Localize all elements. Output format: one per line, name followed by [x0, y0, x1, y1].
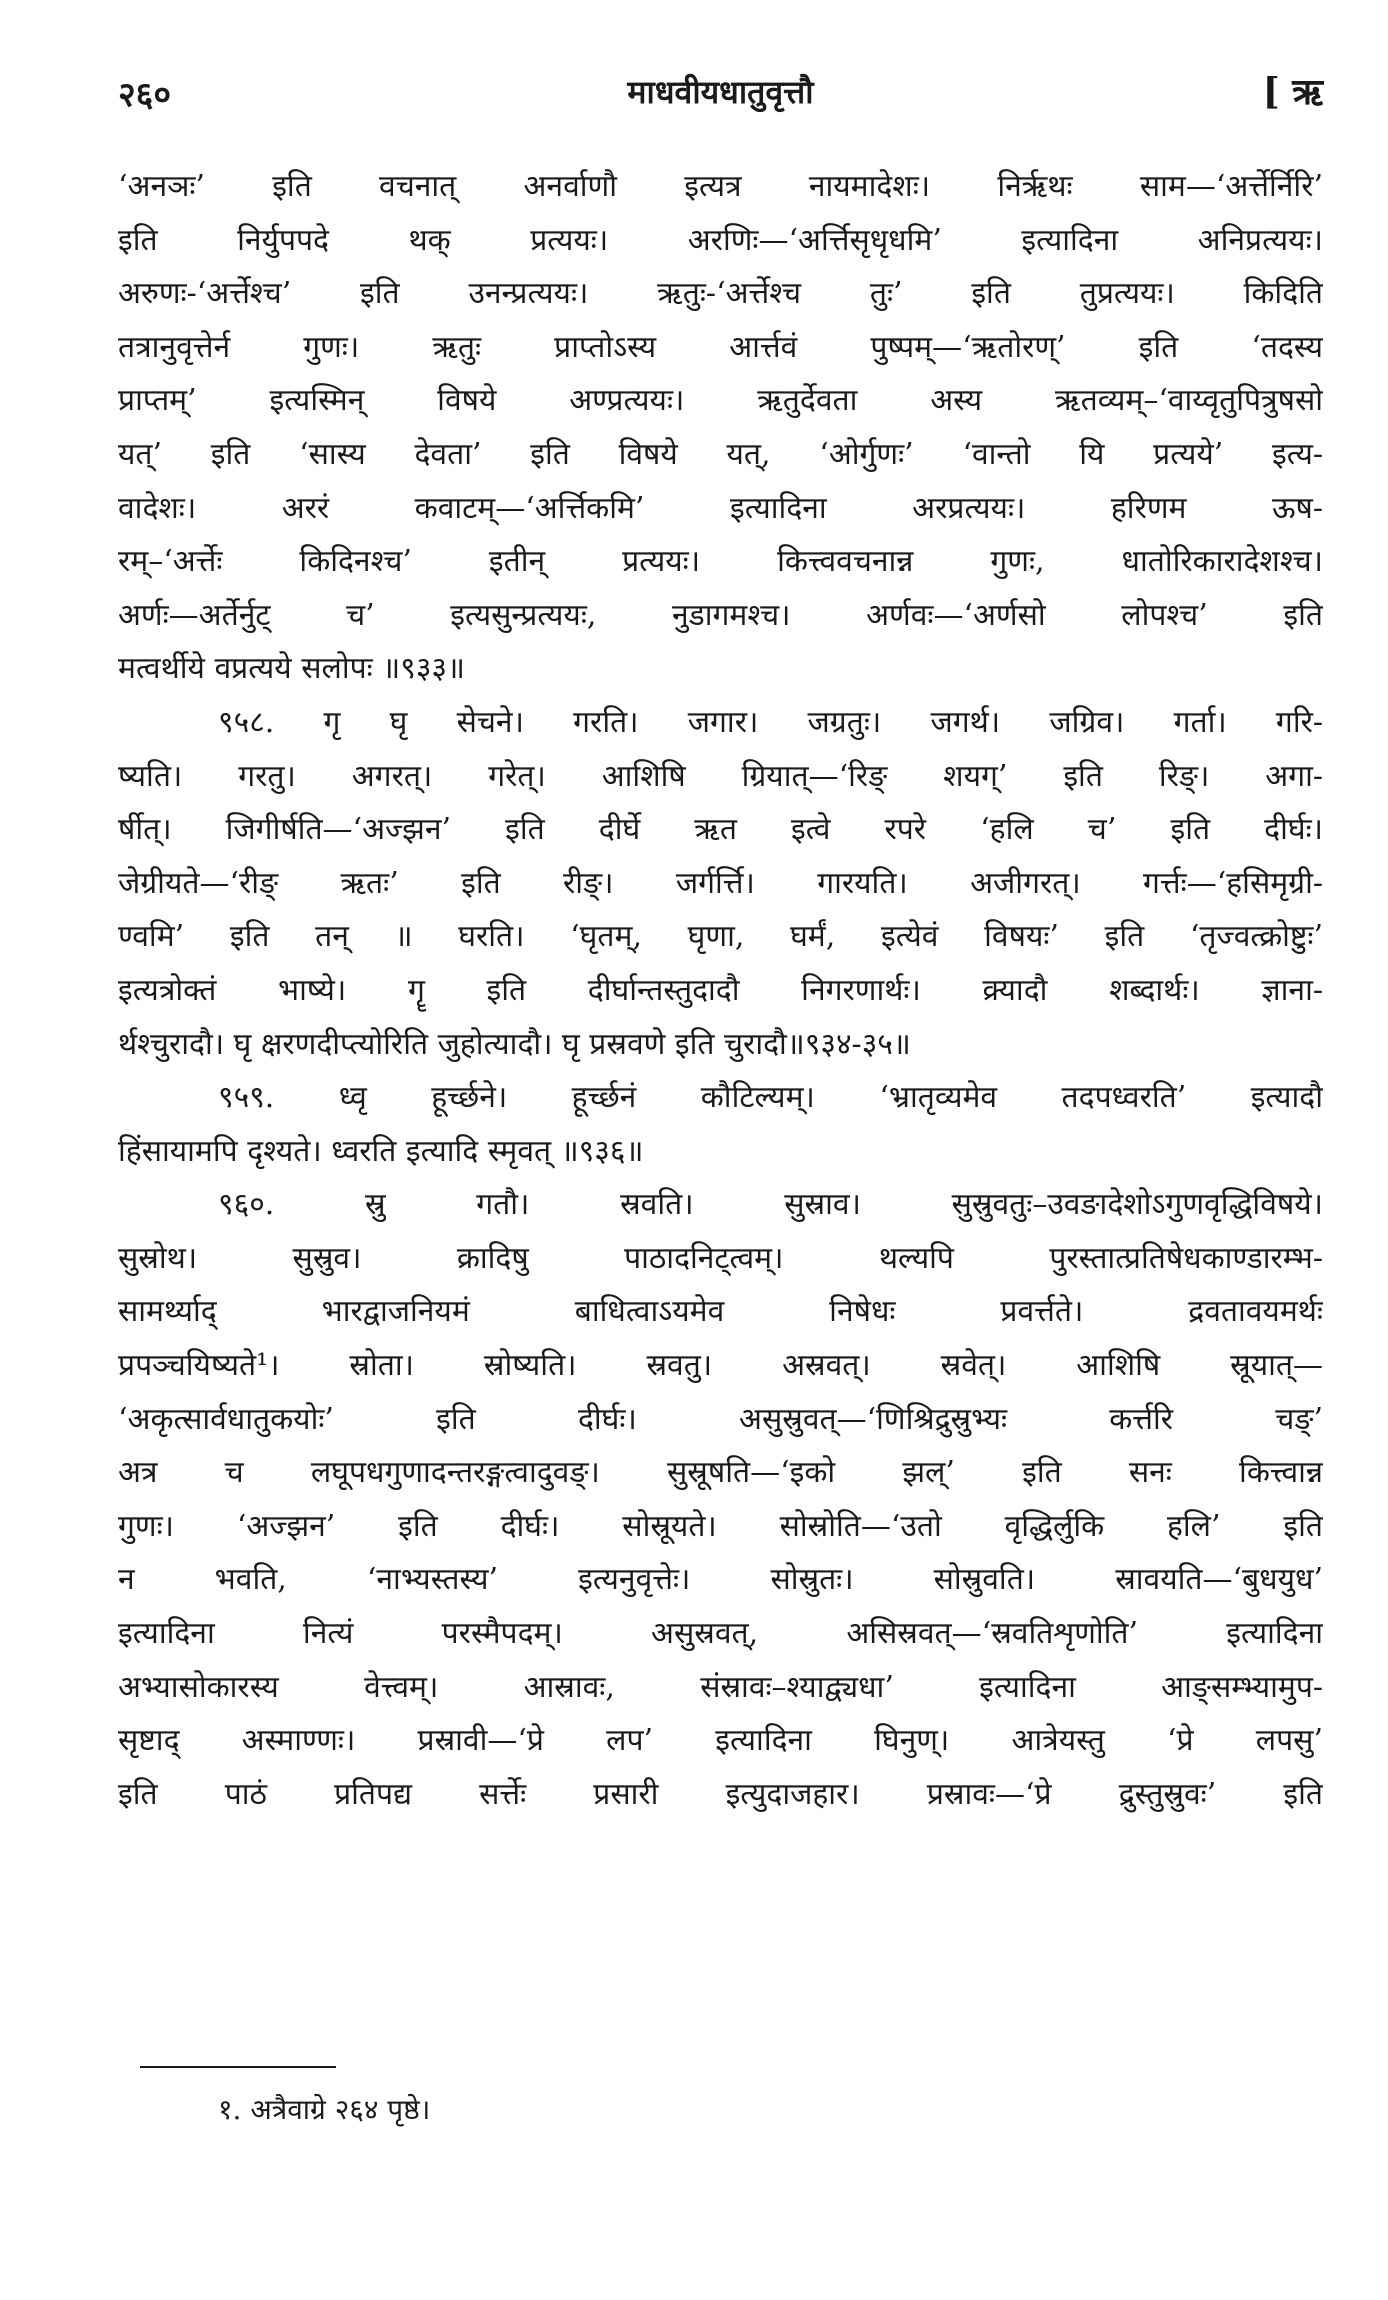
- footnote-divider: [140, 2066, 336, 2068]
- text-line: न भवति, ‘नाभ्यस्तस्य’ इत्यनुवृत्तेः। सोस्रुतः। सोस्रुवति। स्रावयति—‘बुधयुध’: [118, 1562, 1323, 1598]
- page-number: २६०: [118, 75, 172, 115]
- text-line: प्रपञ्चयिष्यते¹। स्रोता। स्रोष्यति। स्रवतु। अस्रवत्। स्रवेत्। आशिषि स्रूयात्—: [118, 1348, 1323, 1384]
- text-line: प्राप्तम्’ इत्यस्मिन् विषये अण्प्रत्ययः। ऋतुर्देवता अस्य ऋतव्यम्–‘वाय्वृतुपित्रुषसो: [118, 383, 1323, 419]
- text-line: सामर्थ्याद् भारद्वाजनियमं बाधित्वाऽयमेव निषेधः प्रवर्त्तते। द्रवतावयमर्थः: [118, 1294, 1323, 1330]
- text-line: अर्णः—अर्तेर्नुट् च’ इत्यसुन्प्रत्ययः, नुडागमश्च। अर्णवः—‘अर्णसो लोपश्च’ इति: [118, 597, 1323, 633]
- text-line: इत्यादिना नित्यं परस्मैपदम्। असुस्रवत्, असिस्रवत्—‘स्रवतिशृणोति’ इत्यादिना: [118, 1616, 1323, 1652]
- text-line: सृष्टाद् अस्माण्णः। प्रस्रावी—‘प्रे लप’ इत्यादिना घिनुण्। आत्रेयस्तु ‘प्रे लपसु’: [118, 1723, 1323, 1759]
- text-line: ९५८. गृ घृ सेचने। गरति। जगार। जग्रतुः। जगर्थ। जग्रिव। गर्ता। गरि-: [218, 704, 1323, 740]
- text-line: ९६०. स्रु गतौ। स्रवति। सुस्राव। सुस्रुवतुः–उवङादेशोऽगुणवृद्धिविषये।: [218, 1187, 1323, 1223]
- text-line: इति पाठं प्रतिपद्य सर्त्तेः प्रसारी इत्युदाजहार। प्रस्रावः—‘प्रे द्रुस्तुस्रुवः’ इति: [118, 1776, 1323, 1812]
- text-line: ‘अनञः’ इति वचनात् अनर्वाणौ इत्यत्र नायमादेशः। निर्ऋथः साम—‘अर्त्तेर्निरि’: [118, 169, 1323, 204]
- text-line: ष्यति। गरतु। अगरत्। गरेत्। आशिषि ग्रियात्—‘रिङ् शयग्’ इति रिङ्। अगा-: [118, 758, 1323, 794]
- text-line: हिंसायामपि दृश्यते। ध्वरति इत्यादि स्मृवत् ॥९३६॥: [118, 1133, 644, 1169]
- text-line: इत्यत्रोक्तं भाष्ये। गॄ इति दीर्घान्तस्तुदादौ निगरणार्थः। क्र्यादौ शब्दार्थः। ज्ञाना-: [118, 972, 1323, 1008]
- text-line: र्षीत्। जिगीर्षति—‘अज्झन’ इति दीर्घे ऋत इत्वे रपरे ‘हलि च’ इति दीर्घः।: [118, 812, 1323, 848]
- text-line: रम्–‘अर्त्तेः किदिनश्च’ इतीन् प्रत्ययः। कित्त्ववचनान्न गुणः, धातोरिकारादेशश्च।: [118, 544, 1323, 580]
- text-line: इति निर्युपपदे थक् प्रत्ययः। अरणिः—‘अर्त्तिसृधृधमि’ इत्यादिना अनिप्रत्ययः।: [118, 222, 1323, 258]
- text-line: सुस्रोथ। सुस्रुव। क्रादिषु पाठादनिट्त्वम्। थल्यपि पुरस्तात्प्रतिषेधकाण्डारम्भ-: [118, 1240, 1323, 1276]
- text-line: मत्वर्थीये वप्रत्यये सलोपः ॥९३३॥: [118, 651, 465, 687]
- text-line: अत्र च लघूपधगुणादन्तरङ्गत्वादुवङ्। सुस्रूषति—‘इको झल्’ इति सनः कित्त्वान्न: [118, 1455, 1323, 1491]
- text-line: अरुणः-‘अर्त्तेश्च’ इति उनन्प्रत्ययः। ऋतुः-‘अर्त्तेश्च तुः’ इति तुप्रत्ययः। किदिति: [118, 276, 1323, 312]
- text-line: ९५९. ध्वृ हूर्च्छने। हूर्च्छनं कौटिल्यम्। ‘भ्रातृव्यमेव तदपध्वरति’ इत्यादौ: [218, 1080, 1323, 1116]
- running-title: माधवीयधातुवृत्तौ: [627, 73, 814, 111]
- page-header: [118, 70, 1323, 130]
- text-line: वादेशः। अररं कवाटम्—‘अर्त्तिकमि’ इत्यादिना अरप्रत्ययः। हरिणम ऊष-: [118, 490, 1323, 526]
- body-text: [118, 160, 1323, 1821]
- section-mark: [ ऋ: [1262, 71, 1323, 113]
- text-line: यत्’ इति ‘सास्य देवता’ इति विषये यत्, ‘ओर्गुणः’ ‘वान्तो यि प्रत्यये’ इत्य-: [118, 436, 1323, 472]
- footnote: १. अत्रैवाग्रे २६४ पृष्ठे।: [218, 2093, 431, 2126]
- text-line: तत्रानुवृत्तेर्न गुणः। ऋतुः प्राप्तोऽस्य आर्त्तवं पुष्पम्—‘ऋतोरण्’ इति ‘तदस्य: [118, 329, 1323, 365]
- text-line: र्थश्चुरादौ। घृ क्षरणदीप्त्योरिति जुहोत्यादौ। घृ प्रस्रवणे इति चुरादौ॥९३४-३५॥: [118, 1026, 911, 1062]
- text-line: गुणः। ‘अज्झन’ इति दीर्घः। सोस्रूयते। सोस्रोति—‘उतो वृद्धिर्लुकि हलि’ इति: [118, 1508, 1323, 1544]
- text-line: जेग्रीयते—‘रीङ् ऋतः’ इति रीङ्। जर्गर्त्ति। गारयति। अजीगरत्। गर्त्तः—‘हसिमृग्री-: [118, 865, 1323, 901]
- text-line: अभ्यासोकारस्य वेत्त्वम्। आस्रावः, संस्रावः–श्याद्व्यधा’ इत्यादिना आङ्सम्भ्यामुप-: [118, 1669, 1323, 1705]
- text-line: ण्वमि’ इति तन् ॥ घरति। ‘घृतम्, घृणा, घर्मं, इत्येवं विषयः’ इति ‘तृज्वत्क्रोष्टुः’: [118, 919, 1323, 955]
- text-line: ‘अकृत्सार्वधातुकयोः’ इति दीर्घः। असुस्रुवत्—‘णिश्रिद्रुस्रुभ्यः कर्त्तरि चङ्’: [118, 1401, 1323, 1437]
